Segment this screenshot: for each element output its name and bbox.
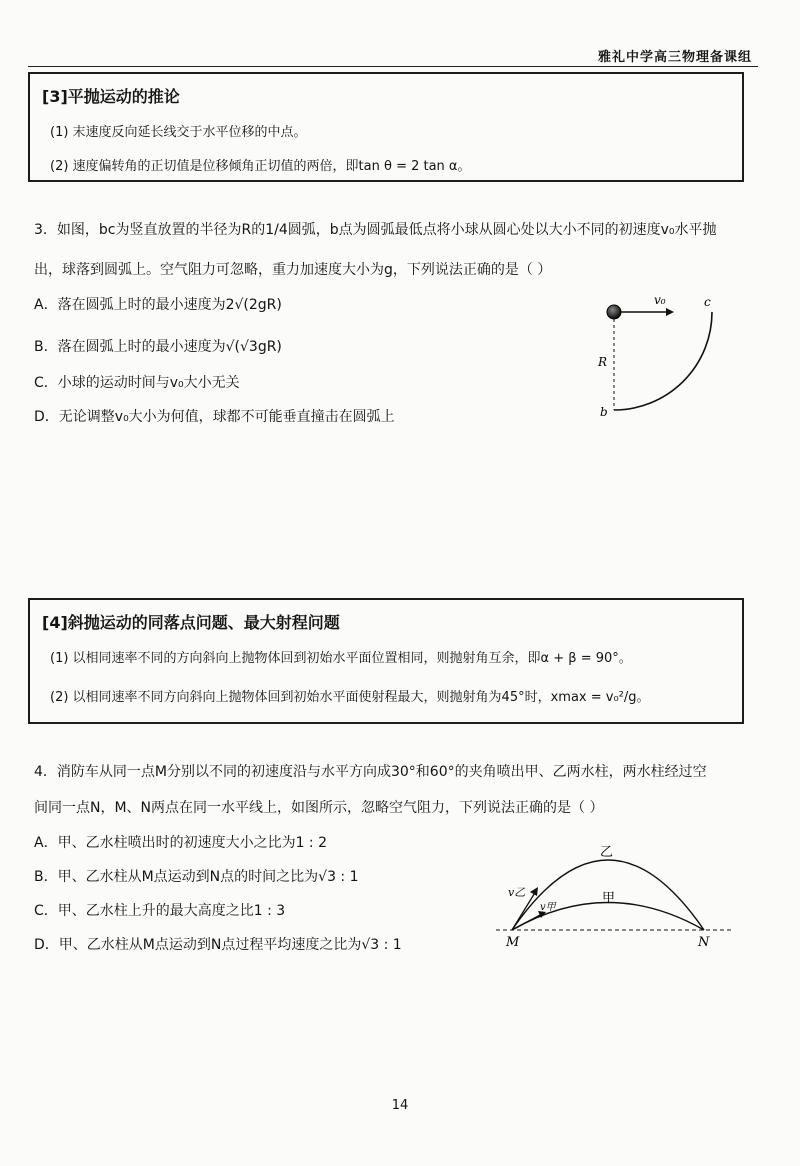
conclusion-box-4 [28, 598, 744, 724]
question-4-option-a: A．甲、乙水柱喷出时的初速度大小之比为1 : 2 [34, 835, 328, 851]
M-label: M [506, 935, 520, 950]
question-3-stem-line2: 出，球落到圆弧上。空气阻力可忽略，重力加速度大小为g，下列说法正确的是（ ） [34, 262, 552, 278]
box-line: (2) 速度偏转角的正切值是位移倾角正切值的两倍，即tan θ = 2 tan α。 [50, 159, 471, 174]
v-yi-label: v乙 [508, 886, 526, 899]
question-3-option-c: C．小球的运动时间与v₀大小无关 [34, 375, 240, 391]
question-4-stem-line2: 间同一点N，M、N两点在同一水平线上，如图所示，忽略空气阻力，下列说法正确的是（ ） [34, 800, 604, 816]
question-3-option-d: D．无论调整v₀大小为何值，球都不可能垂直撞击在圆弧上 [34, 409, 395, 425]
question-4-option-d: D．甲、乙水柱从M点运动到N点过程平均速度之比为√3 : 1 [34, 937, 402, 953]
ball [607, 305, 621, 319]
velocity-arrowhead [666, 308, 674, 316]
box-title: [4]斜抛运动的同落点问题、最大射程问题 [42, 613, 340, 632]
question-4-stem-line1: 4．消防车从同一点M分别以不同的初速度沿与水平方向成30°和60°的夹角喷出甲、乙两水柱，两水柱经过空 [34, 764, 707, 780]
question-3-option-b: B．落在圆弧上时的最小速度为√(√3gR) [34, 339, 282, 355]
arc-bc [614, 312, 712, 410]
conclusion-box-3 [28, 72, 744, 182]
header-school: 雅礼中学高三物理备课组 [597, 50, 752, 65]
question-3-stem-line1: 3．如图，bc为竖直放置的半径为R的1/4圆弧，b点为圆弧最低点将小球从圆心处以大小不同的初速度v₀水平抛 [34, 222, 717, 238]
question-4-figure [490, 830, 740, 960]
b-label: b [600, 405, 608, 419]
c-label: c [704, 295, 711, 309]
box-line: (2) 以相同速率不同方向斜向上抛物体回到初始水平面使射程最大，则抛射角为45°时，xmax = v₀²/g。 [50, 690, 650, 705]
box-title: [3]平抛运动的推论 [42, 87, 180, 106]
question-3-option-a: A．落在圆弧上时的最小速度为2√(2gR) [34, 297, 282, 313]
header-divider [28, 66, 758, 67]
jia-label: 甲 [602, 891, 616, 906]
box-line: (1) 以相同速率不同的方向斜向上抛物体回到初始水平面位置相同，则抛射角互余，即α + β = 90°。 [50, 651, 632, 666]
question-3-figure [590, 284, 740, 434]
box-line: (1) 末速度反向延长线交于水平位移的中点。 [50, 125, 307, 140]
R-label: R [598, 355, 608, 369]
v0-label: v₀ [654, 293, 666, 307]
question-4-option-c: C．甲、乙水柱上升的最大高度之比1 : 3 [34, 903, 286, 919]
v-jia-label: v甲 [540, 902, 556, 913]
page-number: 14 [391, 1098, 409, 1113]
N-label: N [698, 935, 710, 950]
question-4-option-b: B．甲、乙水柱从M点运动到N点的时间之比为√3 : 1 [34, 869, 359, 885]
yi-label: 乙 [600, 845, 614, 860]
